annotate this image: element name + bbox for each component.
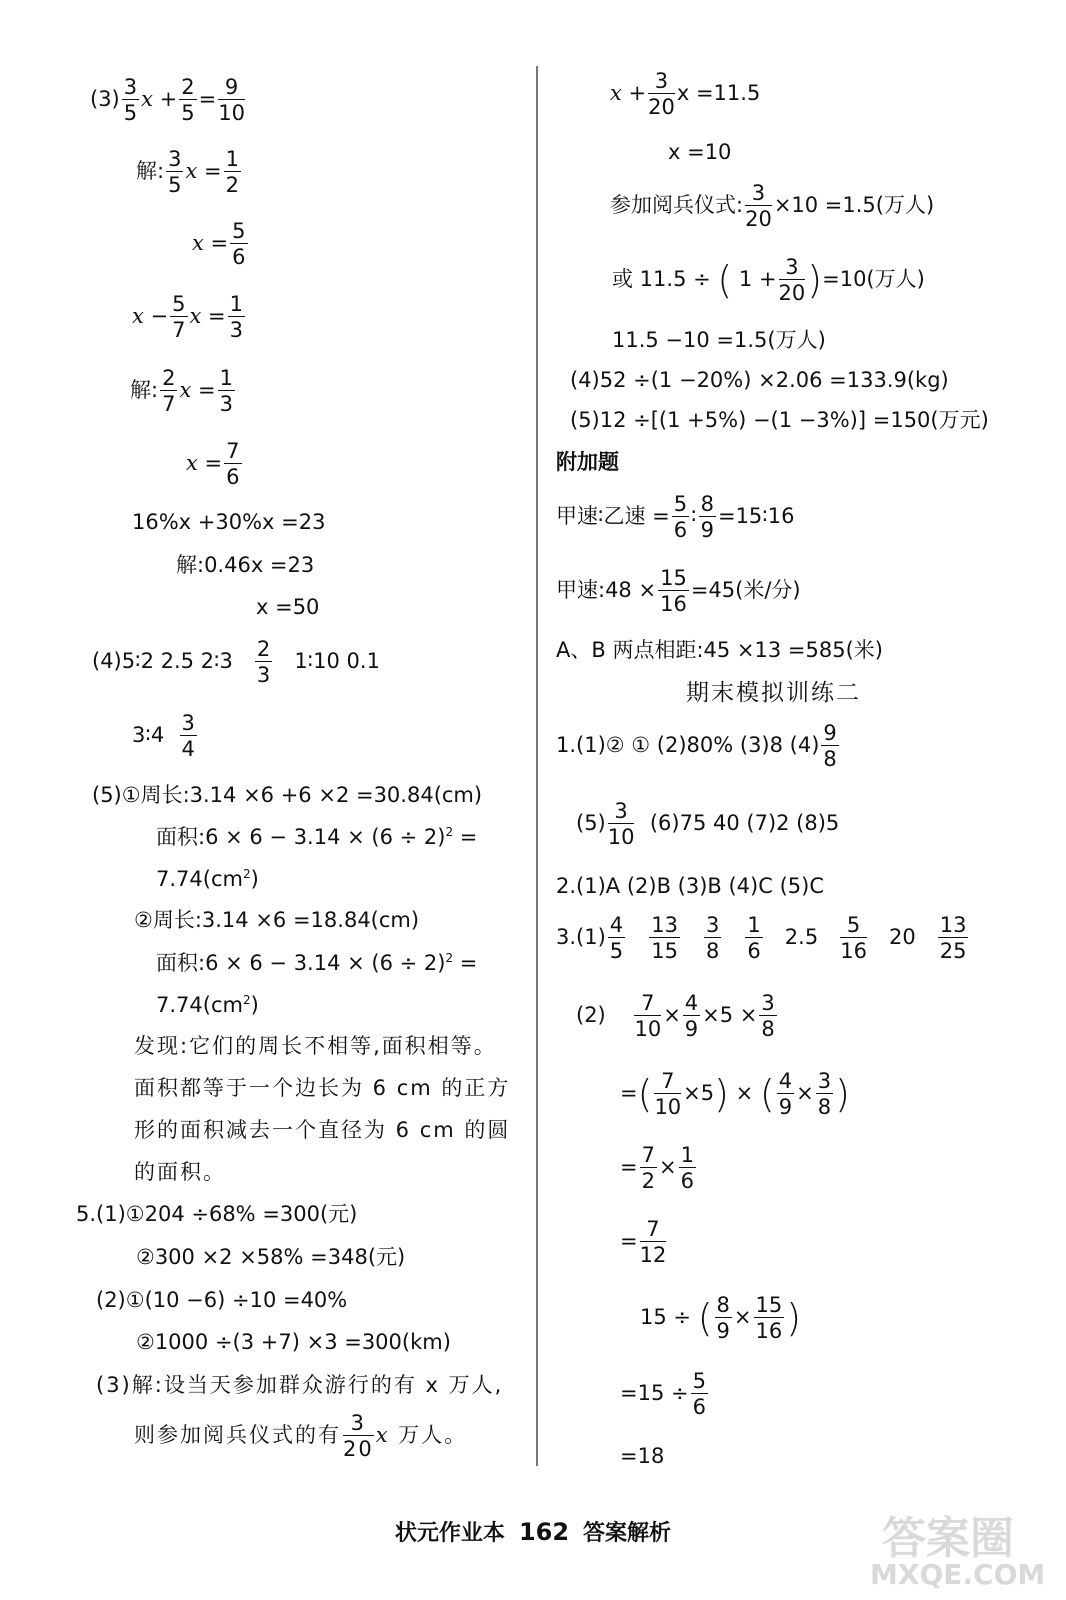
right-line-17: (2) $\frac{7}{10}$ × $\frac{4}{9}$ ×5 × $\frac{3}{8}$ <box>576 991 775 1042</box>
left-line-19: 面积都等于一个边长为 6 cm 的正方 <box>134 1076 511 1100</box>
right-line-6: (4)52 ÷(1 −20%) ×2.06 =133.9(kg) <box>570 368 949 392</box>
right-line-16: 3.(1) $\frac{4}{5}$ $\frac{13}{15}$ $\frac{3}{8}$ $\frac{1}{6}$ 2.5 $\frac{5}{16}$ 20 $\frac{13}{25}$ <box>556 913 967 964</box>
left-line-12: (5)①周长:3.14 ×6 +6 ×2 =30.84(cm) <box>92 783 483 807</box>
left-line-1: (3) $\frac{3}{5}$ x + $\frac{2}{5}$ = $\frac{9}{10}$ <box>90 75 245 126</box>
watermark-logo: 答案圈 MXQE.COM <box>870 1513 1046 1591</box>
right-line-7: (5)12 ÷[(1 +5%) −(1 −3%)] =150(万元) <box>570 408 989 432</box>
right-line-14: (5) $\frac{3}{10}$ (6)75 40 (7)2 (8)5 <box>576 799 840 850</box>
left-line-3: x = $\frac{5}{6}$ <box>192 219 246 270</box>
right-line-11: A、B 两点相距:45 ×13 =585(米) <box>556 638 883 662</box>
right-line-3: 参加阅兵仪式: $\frac{3}{20}$ ×10 =1.5(万人) <box>610 181 935 232</box>
left-line-14: $7.74(cm^2)$ <box>156 867 259 891</box>
left-line-24: (2)①(10 −6) ÷10 =40% <box>96 1288 348 1312</box>
left-line-16: 面积:6 × $6 - 3.14 \times (6 \div 2)^2$ = <box>156 951 478 975</box>
right-line-1: x + $\frac{3}{20}$ x =11.5 <box>610 69 761 120</box>
footer-book-title: 状元作业本 <box>394 1521 505 1546</box>
right-line-23: =18 <box>620 1444 665 1468</box>
right-line-21: 15 ÷ ( $\frac{8}{9}$ × $\frac{15}{16}$ ) <box>640 1293 802 1344</box>
left-line-22: 5.(1)①204 ÷68% =300(元) <box>76 1202 358 1226</box>
section-heading-exam-2: 期末模拟训练二 <box>686 680 861 706</box>
left-line-10: (4)5∶2 2.5 2∶3 $\frac{2}{3}$ 1∶10 0.1 <box>92 637 380 688</box>
right-line-4: 或 11.5 ÷ ( 1 + $\frac{3}{20}$ )=10(万人) <box>612 255 925 306</box>
left-line-11: 3∶4 $\frac{3}{4}$ <box>132 711 195 762</box>
left-line-26: (3)解:设当天参加群众游行的有 x 万人, <box>96 1373 504 1397</box>
left-line-20: 形的面积减去一个直径为 6 cm 的圆 <box>134 1118 511 1142</box>
left-line-5: 解: $\frac{2}{7}$ x = $\frac{1}{3}$ <box>130 366 233 417</box>
left-line-15: ②周长:3.14 ×6 =18.84(cm) <box>134 908 420 932</box>
left-line-9: x =50 <box>256 595 320 619</box>
left-line-13: 面积:6 × $6 - 3.14 \times (6 \div 2)^2$ = <box>156 825 478 849</box>
right-line-18: =( $\frac{7}{10}$ ×5) × ( $\frac{4}{9}$ × $\frac{3}{8}$ ) <box>620 1069 850 1120</box>
left-line-2: 解: $\frac{3}{5}$ x = $\frac{1}{2}$ <box>136 147 239 198</box>
left-line-25: ②1000 ÷(3 +7) ×3 =300(km) <box>136 1330 451 1354</box>
footer-section: 答案解析 <box>583 1521 672 1546</box>
right-line-5: 11.5 −10 =1.5(万人) <box>612 328 826 352</box>
column-divider <box>536 66 538 1466</box>
right-line-13: 1.(1)② ① (2)80% (3)8 (4) $\frac{9}{8}$ <box>556 721 837 772</box>
right-line-22: =15 ÷ $\frac{5}{6}$ <box>620 1369 706 1420</box>
right-line-20: = $\frac{7}{12}$ <box>620 1217 667 1268</box>
left-line-21: 的面积。 <box>134 1160 226 1184</box>
left-line-7: 16%x +30%x =23 <box>132 510 326 534</box>
left-line-6: x = $\frac{7}{6}$ <box>186 439 240 490</box>
right-line-2: x =10 <box>668 140 732 164</box>
left-line-4: x − $\frac{5}{7}$ x = $\frac{1}{3}$ <box>132 292 243 343</box>
right-line-15: 2.(1)A (2)B (3)B (4)C (5)C <box>556 874 824 898</box>
left-line-17: $7.74(cm^2)$ <box>156 993 259 1017</box>
right-line-19: = $\frac{7}{2}$ × $\frac{1}{6}$ <box>620 1143 694 1194</box>
left-line-27: 则参加阅兵仪式的有 $\frac{3}{20}$ x 万人。 <box>134 1411 468 1462</box>
left-line-8: 解:0.46x =23 <box>176 553 315 577</box>
section-heading-bonus: 附加题 <box>556 450 619 474</box>
left-line-18: 发现:它们的周长不相等,面积相等。 <box>134 1034 497 1058</box>
right-line-9: 甲速∶乙速 = $\frac{5}{6}$ ∶ $\frac{8}{9}$ =15∶16 <box>556 492 795 543</box>
page-number: 162 <box>518 1518 570 1546</box>
right-line-10: 甲速:48 × $\frac{15}{16}$ =45(米/分) <box>556 566 801 617</box>
left-line-23: ②300 ×2 ×58% =348(元) <box>136 1245 406 1269</box>
